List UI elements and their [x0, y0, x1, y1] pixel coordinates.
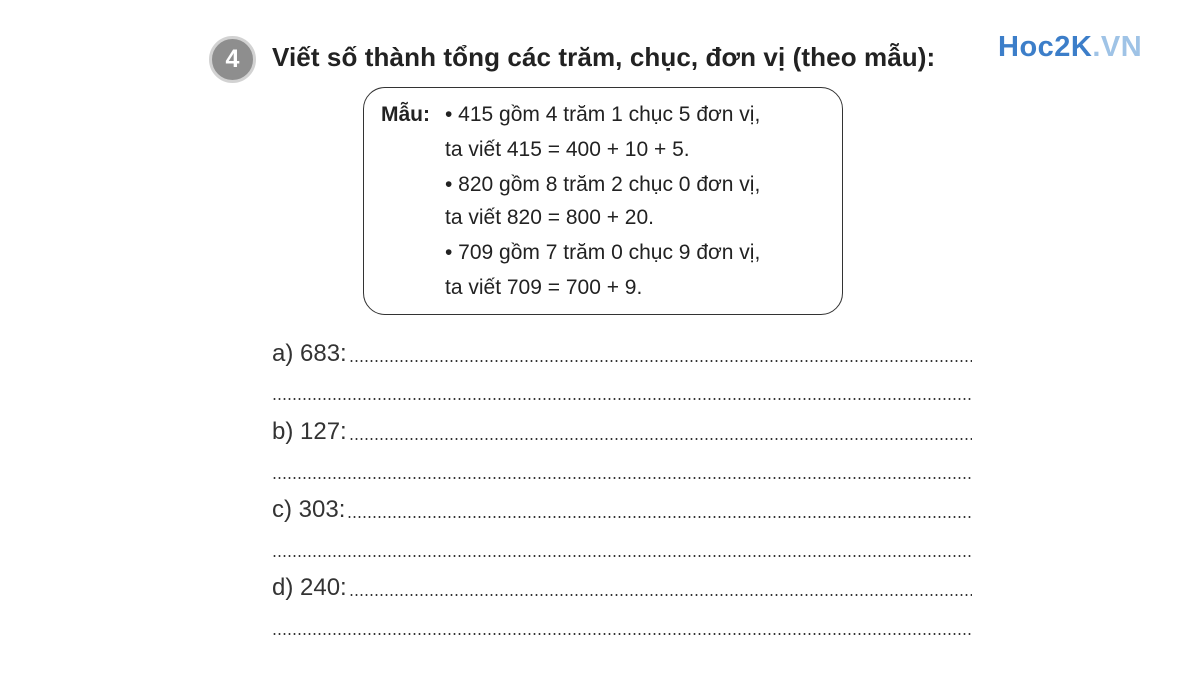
dotted-answer-line[interactable] [349, 360, 972, 362]
sample-line-3: • 820 gồm 8 trăm 2 chục 0 đơn vị, [445, 173, 761, 196]
logo-suffix: .VN [1092, 31, 1143, 63]
answer-line-b-cont[interactable] [272, 455, 972, 485]
question-b-label: b) 127: [272, 418, 347, 445]
dotted-answer-line[interactable] [272, 555, 972, 557]
sample-line-1: • 415 gồm 4 trăm 1 chục 5 đơn vị, [445, 103, 761, 126]
question-c-label: c) 303: [272, 496, 346, 523]
question-a-label: a) 683: [272, 340, 347, 367]
question-d-label: d) 240: [272, 574, 347, 601]
answer-line-d[interactable] [272, 572, 972, 602]
exercise-number-badge [209, 36, 256, 83]
dotted-answer-line[interactable] [347, 516, 972, 518]
answer-line-c-cont[interactable] [272, 533, 972, 563]
dotted-answer-line[interactable] [349, 594, 972, 596]
sample-line-2: ta viết 415 = 400 + 10 + 5. [445, 138, 690, 161]
exercise-title: Viết số thành tổng các trăm, chục, đơn vị (theo mẫu): [272, 42, 936, 72]
dotted-answer-line[interactable] [272, 633, 972, 635]
answer-line-d-cont[interactable] [272, 611, 972, 641]
dotted-answer-line[interactable] [349, 438, 972, 440]
sample-label: Mẫu: [381, 103, 430, 126]
site-logo [998, 31, 1142, 64]
answer-line-c[interactable] [272, 494, 972, 524]
answer-line-a-cont[interactable] [272, 376, 972, 406]
sample-line-6: ta viết 709 = 700 + 9. [445, 276, 643, 299]
sample-line-5: • 709 gồm 7 trăm 0 chục 9 đơn vị, [445, 241, 761, 264]
dotted-answer-line[interactable] [272, 477, 972, 479]
logo-main: Hoc2K [998, 31, 1093, 63]
answer-line-b[interactable] [272, 416, 972, 446]
sample-line-4: ta viết 820 = 800 + 20. [445, 206, 654, 229]
dotted-answer-line[interactable] [272, 398, 972, 400]
answer-line-a[interactable] [272, 338, 972, 368]
exercise-number: 4 [225, 45, 240, 73]
